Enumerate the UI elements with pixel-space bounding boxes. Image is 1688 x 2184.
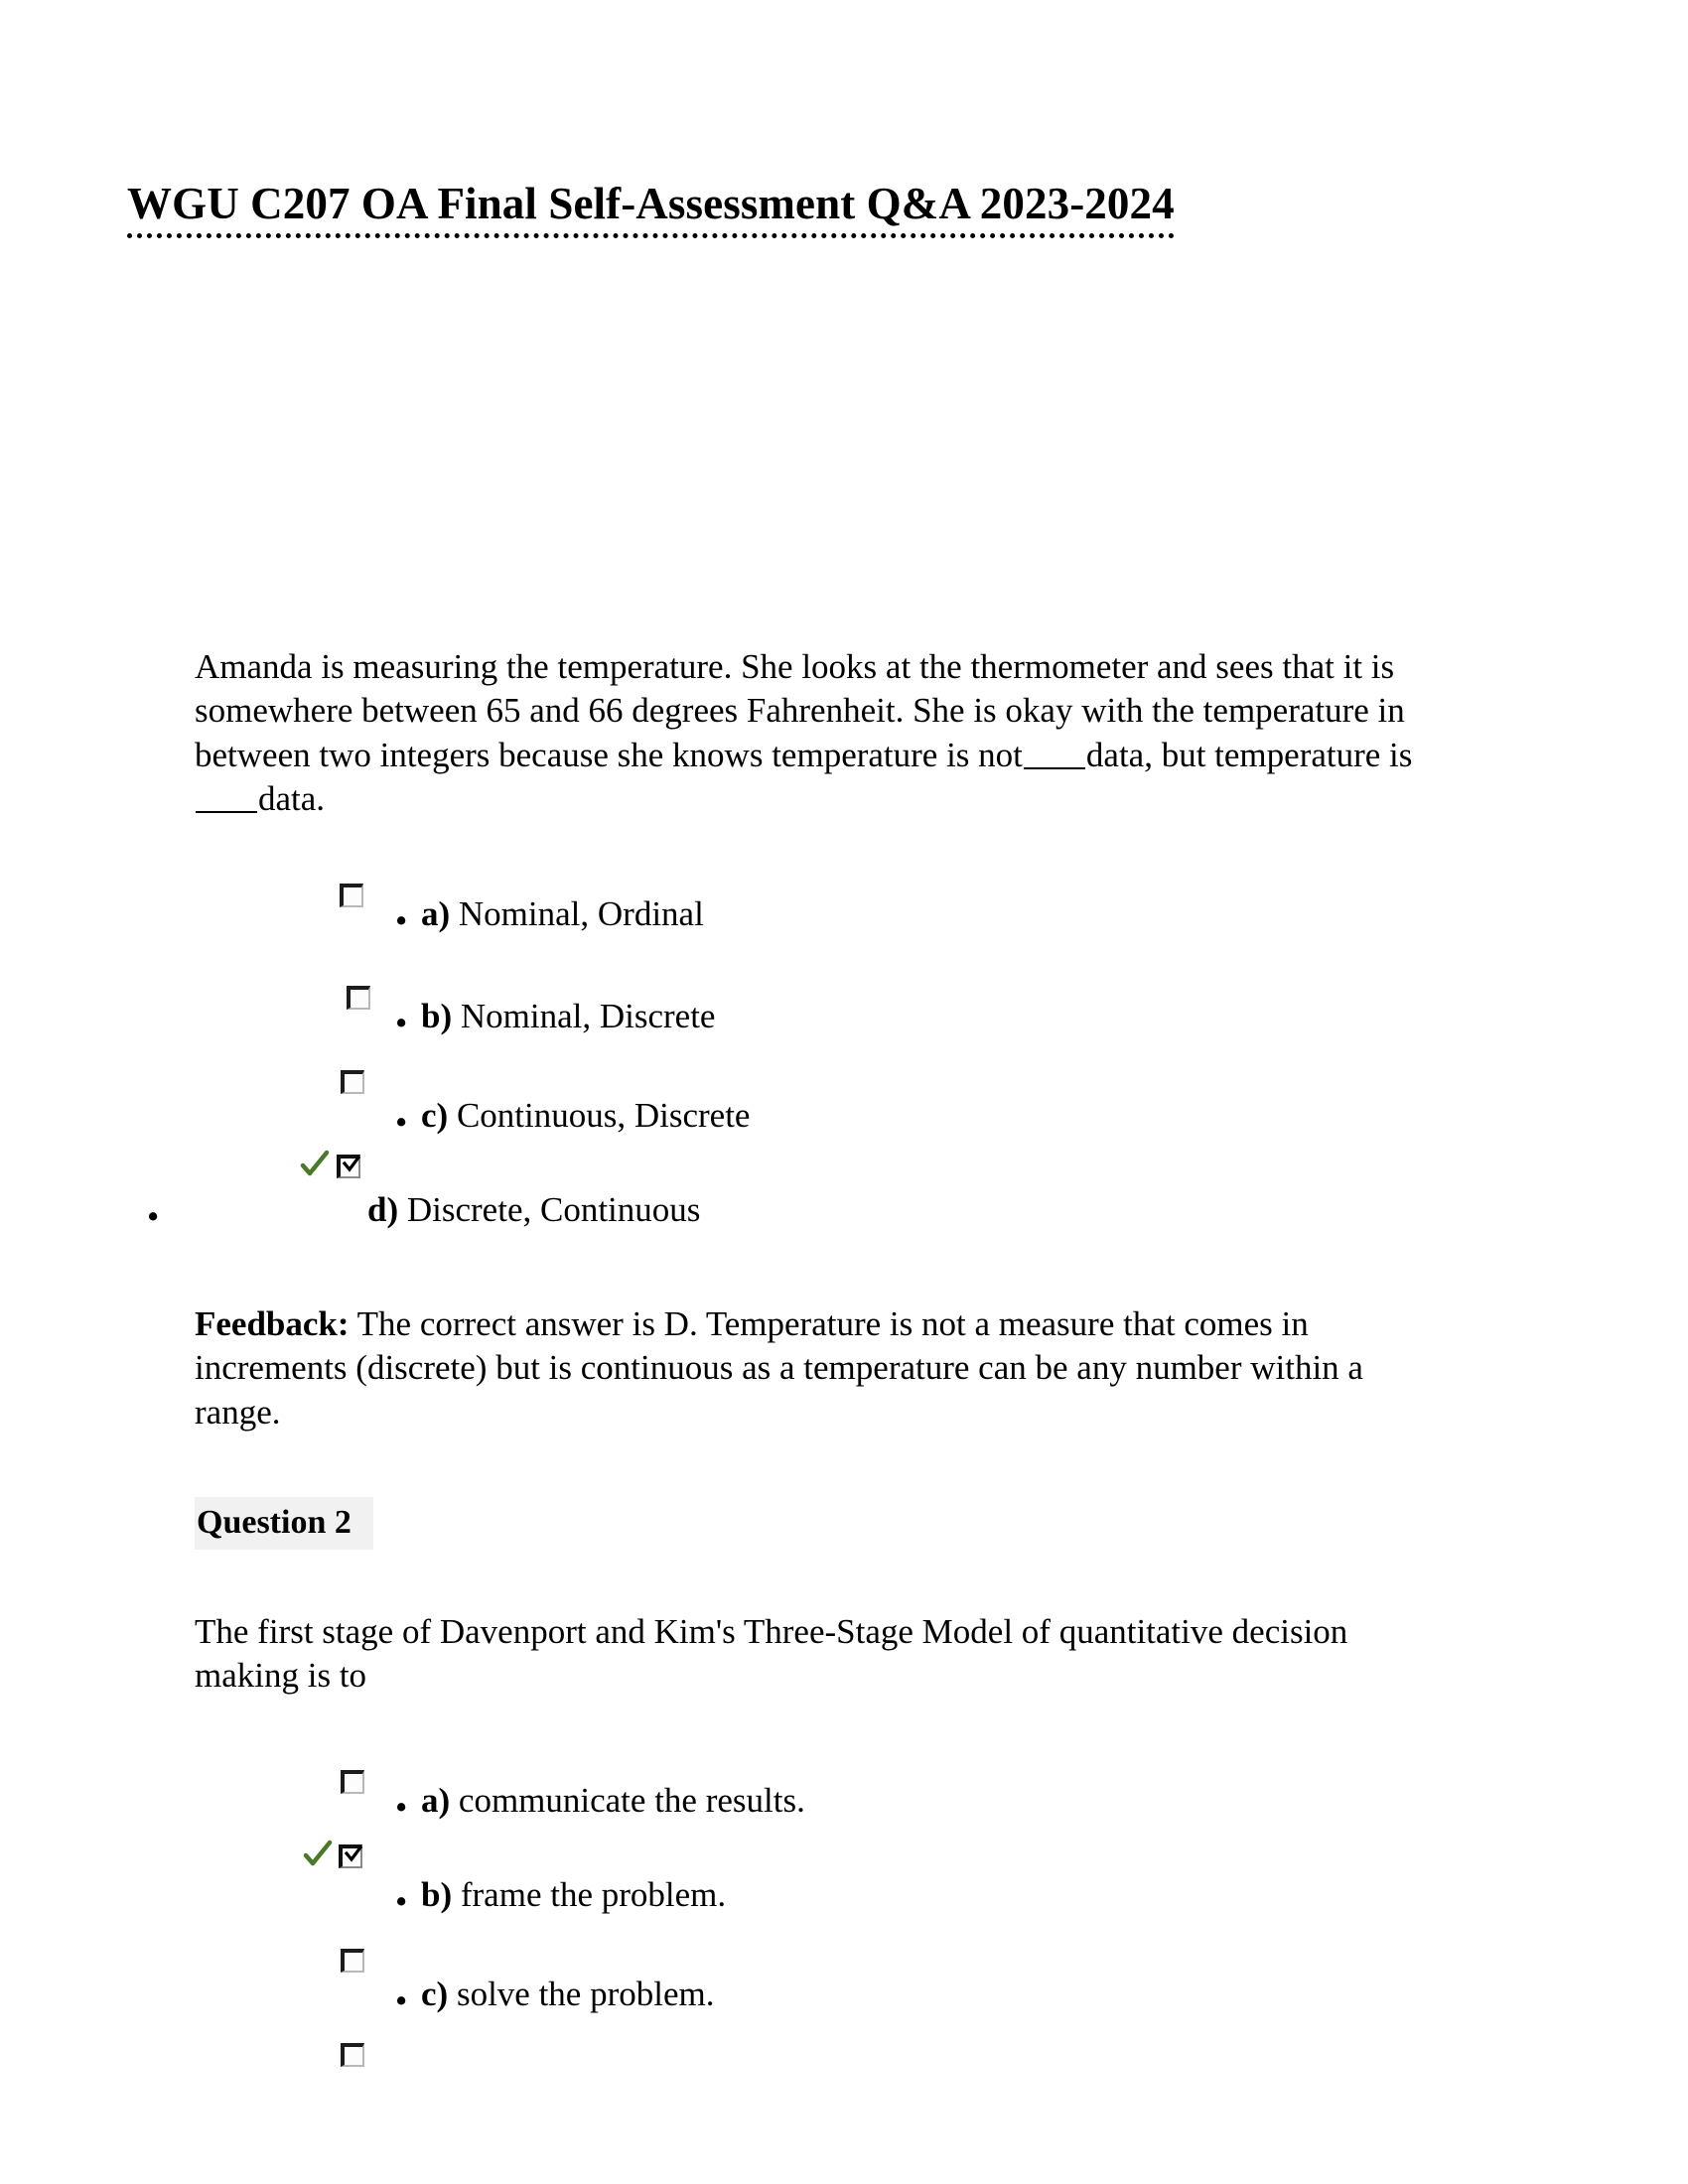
blank-2 (196, 811, 257, 813)
option-c-text: Continuous, Discrete (456, 1096, 751, 1135)
checkbox-empty-icon[interactable] (341, 1070, 364, 1094)
option-b-label (421, 1874, 726, 1916)
option-a-text: communicate the results. (458, 1781, 805, 1820)
list-bullet: • (395, 1788, 408, 1827)
checkbox-empty-icon[interactable] (341, 1770, 364, 1794)
option-a-letter: a) (421, 1781, 451, 1820)
checkbox-checked-icon[interactable] (337, 1155, 360, 1178)
option-c-label (421, 1095, 750, 1137)
feedback-label: Feedback: (195, 1304, 350, 1343)
option-b-label (421, 996, 715, 1037)
list-bullet: • (395, 1004, 408, 1042)
list-bullet: • (395, 1981, 408, 2020)
option-c-label (421, 1974, 714, 2015)
checkbox-empty-icon[interactable] (341, 1949, 364, 1973)
green-check-icon (303, 1840, 333, 1869)
blank-1 (1024, 767, 1085, 769)
feedback-text: The correct answer is D. Temperature is not a measure that comes in increments (discrete) but is continuous as a temperature can be any number within a range. (195, 1304, 1363, 1432)
option-a-label (421, 893, 704, 935)
option-c-text: solve the problem. (456, 1975, 715, 2013)
option-c-letter: c) (421, 1096, 449, 1135)
question-1-stem-part-1: Amanda is measuring the temperature. She looks at the thermometer and sees that it is somewhere between 65 and 66 degrees Fahrenheit. She is okay with the temperature in between two integers because she knows temperature is not (195, 647, 1405, 774)
page-title: WGU C207 OA Final Self-Assessment Q&A 2023-2024 (127, 181, 1175, 238)
option-d-text: Discrete, Continuous (406, 1190, 701, 1229)
checkbox-checked-icon[interactable] (339, 1844, 362, 1868)
option-d-letter: d) (367, 1190, 399, 1229)
option-a-letter: a) (421, 894, 451, 933)
question-1-stem-part-3: data. (258, 779, 326, 819)
list-bullet: • (395, 1882, 408, 1921)
list-bullet: • (395, 1103, 408, 1142)
option-a-text: Nominal, Ordinal (458, 894, 704, 933)
check-mark-icon (343, 1156, 360, 1173)
check-mark-icon (345, 1845, 362, 1863)
option-b-letter: b) (421, 997, 453, 1035)
question-1-stem (195, 645, 1421, 822)
checkbox-empty-icon[interactable] (340, 884, 363, 907)
list-bullet: • (147, 1197, 160, 1236)
list-bullet: • (395, 901, 408, 940)
option-b-text: Nominal, Discrete (460, 997, 716, 1035)
green-check-icon (300, 1150, 330, 1179)
option-a-label (421, 1780, 805, 1822)
option-b-text: frame the problem. (460, 1875, 727, 1914)
option-c-letter: c) (421, 1975, 449, 2013)
checkbox-empty-icon[interactable] (347, 986, 370, 1010)
question-1-stem-part-2: data, but temperature is (1085, 735, 1413, 774)
option-b-letter: b) (421, 1875, 453, 1914)
option-d-label (367, 1189, 700, 1231)
question-2-heading: Question 2 (195, 1497, 373, 1550)
question-1-feedback (195, 1302, 1456, 1434)
checkbox-empty-icon[interactable] (341, 2043, 364, 2067)
question-2-stem: The first stage of Davenport and Kim's Three-Stage Model of quantitative decision making is to (195, 1612, 1348, 1696)
